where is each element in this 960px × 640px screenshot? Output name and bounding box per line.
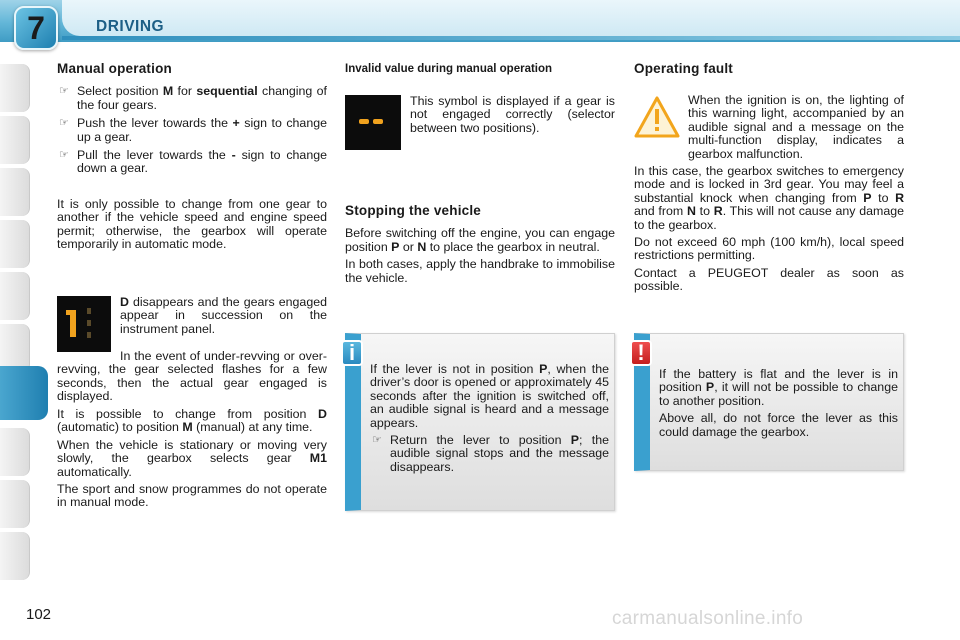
chapter-tab-5[interactable] [0, 272, 30, 320]
chapter-tab-2[interactable] [0, 116, 30, 164]
chapter-title: DRIVING [96, 18, 165, 35]
chapter-tab-6[interactable] [0, 324, 30, 372]
list-item: ☞ Return the lever to position P; the audible signal stops and the message disappears. [372, 433, 609, 474]
operating-fault-text: When the ignition is on, the lighting of this warning light, accompanied by an audible signal and a message on the multi-function display, indicates a gearbox malfunction. In this case, the gearbox switches to emergency mode and is locked in 3rd gear. You may feel a substantial knock when changing from P to R and from N to R. This will not cause any damage to the gearbox. Do not exceed 60 mph (100 km/h), local speed restrictions permitting. Contact a PEUGEOT dealer as soon as possible. [634, 93, 905, 294]
list-item: ☞ Push the lever towards the + sign to change up a gear. [59, 116, 327, 144]
info-icon: i [341, 340, 363, 366]
list-item: ☞ Select position M for sequential changing of the four gears. [59, 84, 327, 112]
header-underline [62, 36, 960, 40]
chapter-tab-3[interactable] [0, 168, 30, 216]
stopping-title: Stopping the vehicle [345, 203, 482, 218]
chapter-tab-10[interactable] [0, 532, 30, 580]
chapter-tab-1[interactable] [0, 64, 30, 112]
position-change-section: It is possible to change from position D (automatic) to position M (manual) at any time. When the vehicle is stationary or moving very slowly, the gearbox selects gear M1 automatically. The sport and snow programmes do not operate in manual mode. [57, 407, 327, 510]
chapter-tab-9[interactable] [0, 480, 30, 528]
watermark: carmanualsonline.info [612, 608, 804, 629]
warning-box-text: If the battery is flat and the lever is in position P, it will not be possible to change to another position. Above all, do not force the lever as this could damage the gearbox. [659, 367, 898, 439]
operating-fault-section [634, 62, 904, 85]
chapter-number: 7 [27, 10, 45, 46]
operating-fault-title: Operating fault [634, 61, 734, 76]
invalid-value-title: Invalid value during manual operation [345, 63, 553, 75]
list-item: ☞ Pull the lever towards the - sign to change down a gear. [59, 148, 327, 176]
chapter-tab-7-active[interactable] [0, 366, 48, 420]
d-disappears-paragraph: D disappears and the gears engaged appear in succession on the instrument panel. [120, 295, 327, 336]
header-panel [62, 0, 960, 36]
chapter-tabs [0, 64, 32, 580]
chapter-tab-8[interactable] [0, 428, 30, 476]
gear-change-paragraph: It is only possible to change from one gear to another if the vehicle speed and engine speed permit; otherwise, the gearbox will operate temporarily in automatic mode. [57, 196, 327, 252]
invalid-value-section [345, 63, 560, 76]
arrow-bullet-icon: ☞ [59, 149, 69, 162]
page-number: 102 [26, 606, 52, 623]
arrow-bullet-icon: ☞ [59, 117, 69, 130]
info-box-text: If the lever is not in position P, when the driver’s door is opened or approximately 45 seconds after the ignition is switched off, an audible signal is heard and a message appears. ☞ Return the lever to position P; the audible signal stops and the message disappears. [370, 362, 609, 474]
gear-digit-icon [57, 296, 111, 352]
stopping-section: Stopping the vehicle Before switching off the engine, you can engage position P or N to place the gearbox in neutral. In both cases, apply the handbrake to immobilise the vehicle. [345, 203, 615, 285]
chapter-badge [14, 6, 58, 50]
invalid-gear-icon [345, 95, 401, 150]
invalid-value-symbol-image [345, 95, 401, 150]
arrow-bullet-icon: ☞ [59, 85, 69, 98]
invalid-value-text: This symbol is displayed if a gear is not engaged correctly (selector between two positions). [410, 94, 615, 135]
gear-display-image [57, 296, 111, 352]
arrow-bullet-icon: ☞ [372, 434, 382, 447]
exclamation-icon: ! [630, 340, 652, 366]
manual-operation-title: Manual operation [57, 61, 172, 76]
manual-operation-section [57, 62, 327, 255]
overrev-paragraph: In the event of under-revving or over-revving, the gear selected flashes for a few seconds, then the actual gear engaged is displayed. [57, 349, 327, 404]
chapter-tab-4[interactable] [0, 220, 30, 268]
